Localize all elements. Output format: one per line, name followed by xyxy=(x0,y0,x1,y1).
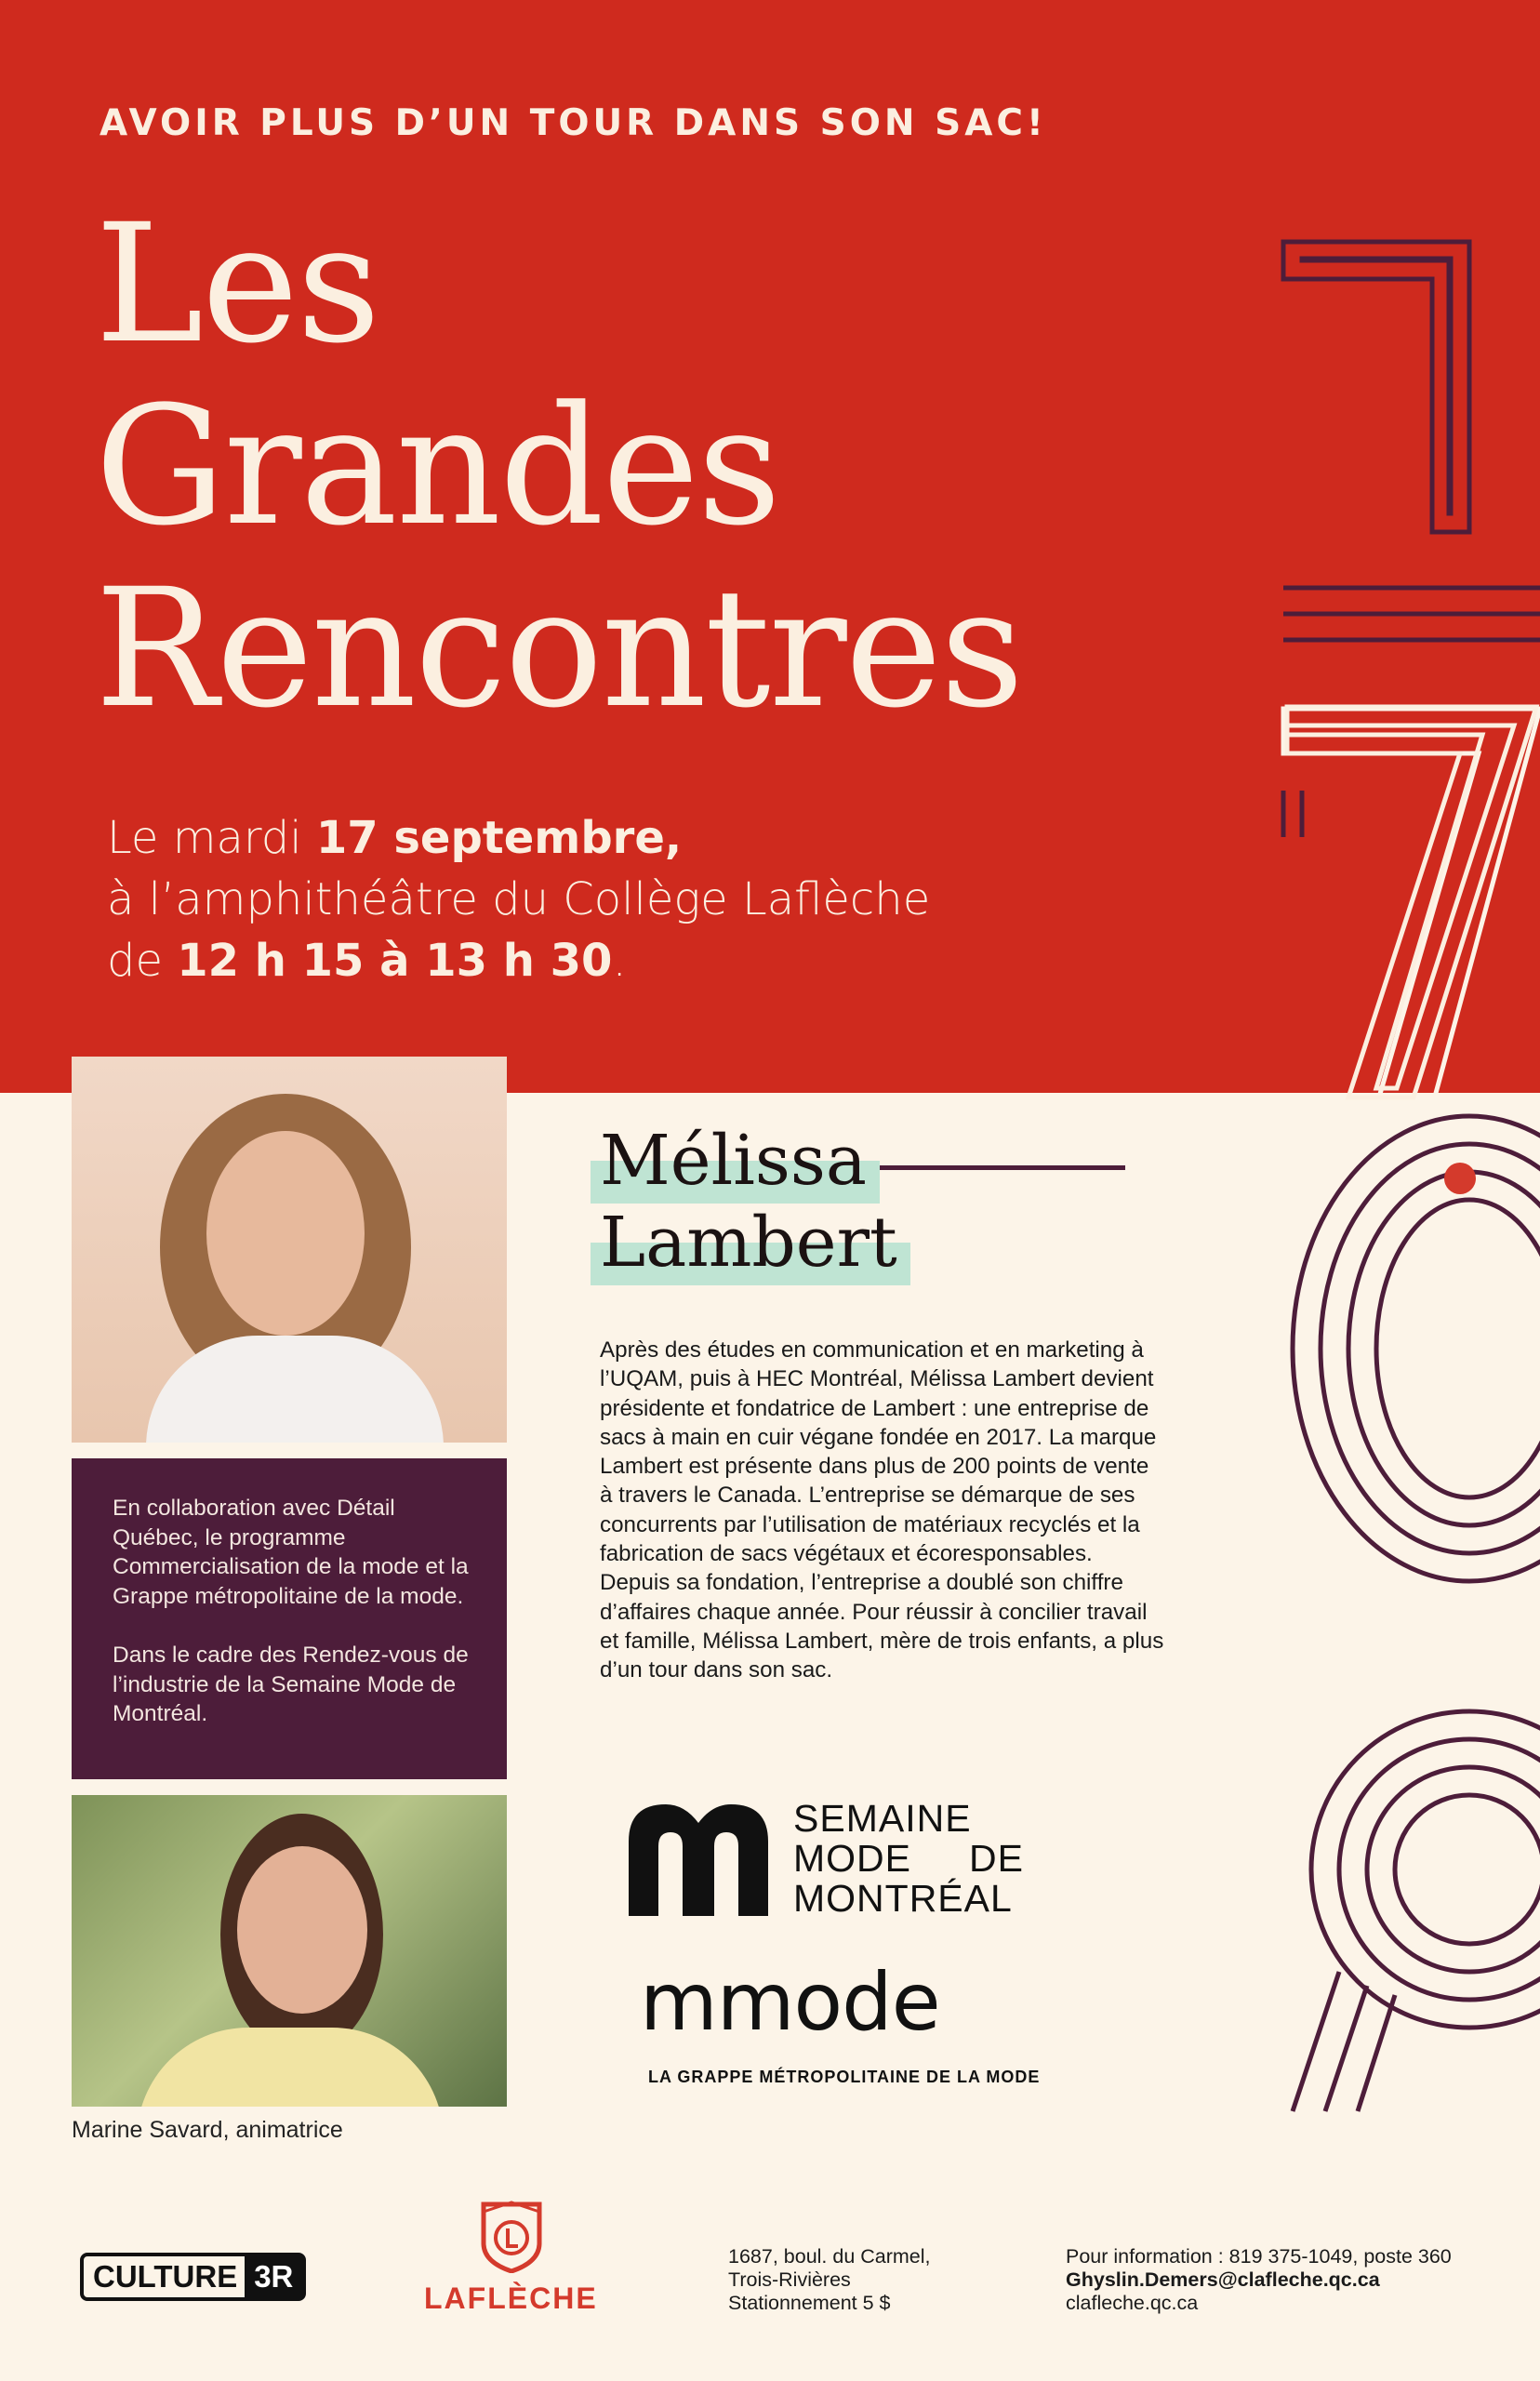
time-suffix: . xyxy=(612,935,627,987)
host-caption: Marine Savard, animatrice xyxy=(72,2117,343,2143)
date-prefix: Le mardi xyxy=(107,812,316,864)
decorative-dot xyxy=(1444,1163,1476,1194)
address-line: 1687, boul. du Carmel, xyxy=(728,2245,931,2268)
lafleche-wordmark: LAFLÈCHE xyxy=(424,2281,598,2315)
speaker-last-name: Lambert xyxy=(600,1203,897,1283)
decorative-seven xyxy=(1283,688,1540,1116)
website-link[interactable]: clafleche.qc.ca xyxy=(1066,2292,1199,2314)
time-prefix: de xyxy=(107,935,178,987)
time-value: 12 h 15 à 13 h 30 xyxy=(177,935,613,987)
contact-info xyxy=(1066,2245,1452,2315)
mmode-logo: mmode xyxy=(640,1956,940,2049)
name-rule xyxy=(874,1165,1125,1170)
smm-line: MODE DE xyxy=(793,1837,1024,1880)
address-line: Trois-Rivières xyxy=(728,2268,851,2291)
parking-fee: Stationnement 5 $ xyxy=(728,2292,891,2314)
lafleche-shield-icon xyxy=(480,2201,543,2273)
mmode-tagline: LA GRAPPE MÉTROPOLITAINE DE LA MODE xyxy=(648,2068,1041,2086)
date-line xyxy=(107,807,930,869)
culture-3r-word: CULTURE xyxy=(93,2259,238,2294)
time-line xyxy=(107,930,930,991)
speaker-bio: Après des études en communication et en marketing à l’UQAM, puis à HEC Montréal, Mélissa Lambert devient présidente et fondatrice de Lambert : une entreprise de sacs à main en cuir végane fondée en 2017. La marque Lambert est présente dans plus de 200 points de vente à travers le Canada. L’entreprise se démarque de ses concurrents par l’utilisation de matériaux recyclés et la fabrication de sacs végétaux et écoresponsables. Depuis sa fondation, l’entreprise a doublé son chiffre d’affaires chaque année. Pour réussir à concilier travail et famille, Mélissa Lambert, mère de trois enfants, a plus d’un tour dans son sac. xyxy=(600,1337,1164,1683)
smm-line: MONTRÉAL xyxy=(793,1877,1013,1920)
event-title xyxy=(95,189,1023,744)
title-line: Rencontres xyxy=(95,553,1023,744)
title-line: Les xyxy=(95,189,379,379)
title-line: Grandes xyxy=(95,371,780,562)
host-photo xyxy=(72,1795,507,2107)
venue-line: à l’amphithéâtre du Collège Laflèche xyxy=(107,873,931,925)
smm-line: SEMAINE xyxy=(793,1797,972,1840)
phone-line: Pour information : 819 375-1049, poste 360 xyxy=(1066,2245,1452,2268)
smm-logo-text xyxy=(793,1799,1024,1919)
smm-logo-icon xyxy=(629,1804,768,1916)
speaker-name xyxy=(600,1120,897,1284)
culture-3r-mark: 3R xyxy=(245,2256,302,2297)
culture-3r-logo xyxy=(80,2253,306,2301)
collaboration-box xyxy=(72,1458,507,1779)
event-kicker: AVOIR PLUS D’UN TOUR DANS SON SAC! xyxy=(100,102,1047,144)
decorative-date-graphic xyxy=(1274,233,1540,2121)
speaker-first-name: Mélissa xyxy=(600,1121,867,1201)
contact-email[interactable]: Ghyslin.Demers@clafleche.qc.ca xyxy=(1066,2268,1380,2291)
speaker-photo xyxy=(72,1057,507,1443)
collaboration-text: En collaboration avec Détail Québec, le programme Commercialisation de la mode et la Grappe métropolitaine de la mode. xyxy=(113,1496,469,1609)
event-details xyxy=(107,807,930,991)
date-value: 17 septembre, xyxy=(315,812,683,864)
venue-address xyxy=(728,2245,931,2315)
collaboration-context: Dans le cadre des Rendez-vous de l’industrie de la Semaine Mode de Montréal. xyxy=(113,1643,469,1726)
